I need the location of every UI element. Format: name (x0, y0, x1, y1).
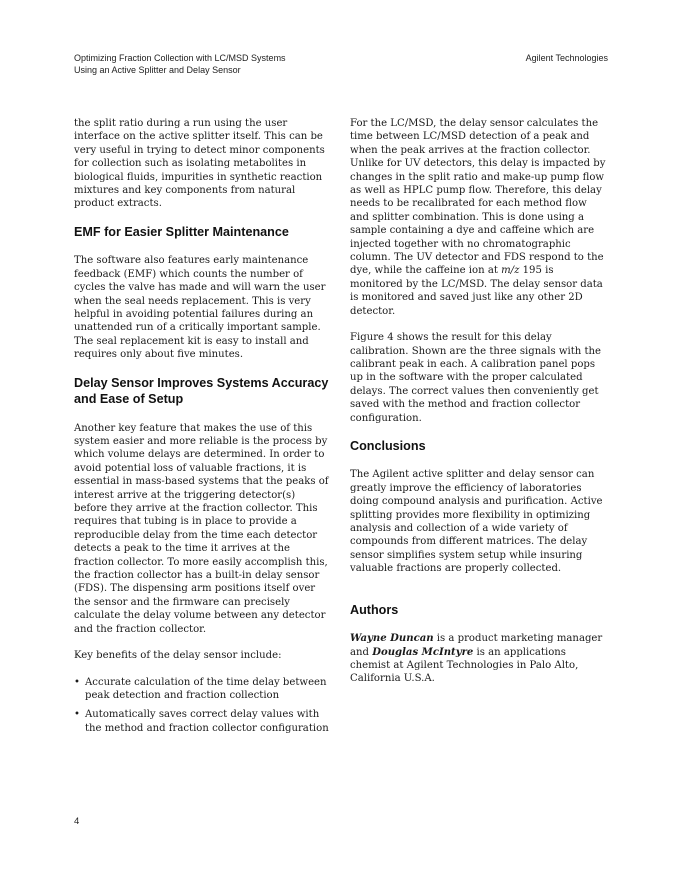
mz-italic: m/z (501, 265, 520, 277)
authors-heading: Authors (350, 602, 399, 617)
conclusions-heading: Conclusions (350, 438, 426, 453)
benefits-intro: Key benefits of the delay sensor include: (74, 650, 282, 662)
bullet-icon: • (74, 709, 80, 721)
intro-paragraph: the split ratio during a run using the user interface on the active splitter itself. This can be very useful in trying to detect minor components for collection such as isolating metabolites in biological fluids, impurities in synthetic reaction mixtures and key components from natural product extracts. (74, 118, 325, 210)
document-title-line2: Using an Active Splitter and Delay Sensor (74, 65, 241, 75)
document-title (74, 52, 374, 76)
delay-sensor-heading: Delay Sensor Improves Systems Accuracy and Ease of Setup (74, 375, 329, 407)
conclusions-paragraph: The Agilent active splitter and delay sensor can greatly improve the efficiency of laboratories doing compound analysis and purification. Active splitting provides more flexibility in optimizing analysis and collection of a wide variety of compounds from different matrices. The delay sensor simplifies system setup while insuring valuable fractions are properly collected. (350, 469, 603, 575)
lcmsd-text-part1: For the LC/MSD, the delay sensor calculates the time between LC/MSD detection of a peak and when the peak arrives at the fraction collector. Unlike for UV detectors, this delay is impacted by changes in the split ratio and make-up pump flow as well as HPLC pump flow. Therefore, this delay needs to be recalibrated for each method flow and splitter combination. This is done using a sample containing a dye and caffeine which are injected together with no chromatographic column. The UV detector and FDS respond to the dye, while the caffeine ion at (350, 118, 606, 277)
emf-paragraph: The software also features early maintenance feedback (EMF) which counts the number of cycles the valve has made and will warn the user when the seal needs replacement. This is very helpful in avoiding potential failures during an unattended run of a critically important sample. The seal replacement kit is easy to install and requires only about five minutes. (74, 255, 326, 361)
emf-heading: EMF for Easier Splitter Maintenance (74, 224, 289, 239)
list-item (74, 708, 330, 735)
authors-paragraph (350, 632, 606, 686)
delay-sensor-paragraph: Another key feature that makes the use of this system easier and more reliable is the process by which volume delays are determined. In order to avoid potential loss of valuable fractions, it is essential in mass-based systems that the peaks of interest arrive at the triggering detector(s) before they arrive at the fraction collector. This requires that tubing is in place to provide a reproducible delay from the time each detector detects a peak to the time it arrives at the fraction collector. To more easily accomplish this, the fraction collector has a built-in delay sensor (FDS). The dispensing arm positions itself over the sensor and the firmware can precisely calculate the delay volume between any detector and the fraction collector. (74, 422, 329, 635)
author2-name: Douglas McIntyre (372, 646, 474, 658)
list-item (74, 676, 330, 703)
benefits-list (74, 676, 330, 736)
author1-name: Wayne Duncan (350, 633, 434, 645)
figure4-paragraph: Figure 4 shows the result for this delay calibration. Shown are the three signals with the calibrant peak in each. A calibration panel pops up in the software with the proper calculated delays. The correct values then conveniently get saved with the method and fraction collector configuration. (350, 332, 602, 424)
document-title-line1: Optimizing Fraction Collection with LC/MSD Systems (74, 53, 286, 63)
lcmsd-paragraph (350, 117, 606, 318)
bullet-icon: • (74, 676, 80, 688)
list-item-text: Automatically saves correct delay values with the method and fraction collector configuration (85, 709, 329, 734)
left-column (74, 117, 330, 741)
lcmsd-text-part2: 195 is monitored by the LC/MSD. The delay sensor data is monitored and saved just like any other 2D detector. (350, 265, 603, 317)
right-column (350, 117, 606, 699)
page-number: 4 (74, 816, 80, 827)
company-name: Agilent Technologies (525, 53, 608, 63)
author1-role: is a product marketing manager and (350, 633, 603, 658)
author2-role: is an applications chemist at Agilent Technologies in Palo Alto, California U.S.A. (350, 646, 579, 685)
list-item-text: Accurate calculation of the time delay between peak detection and fraction collection (85, 676, 327, 701)
